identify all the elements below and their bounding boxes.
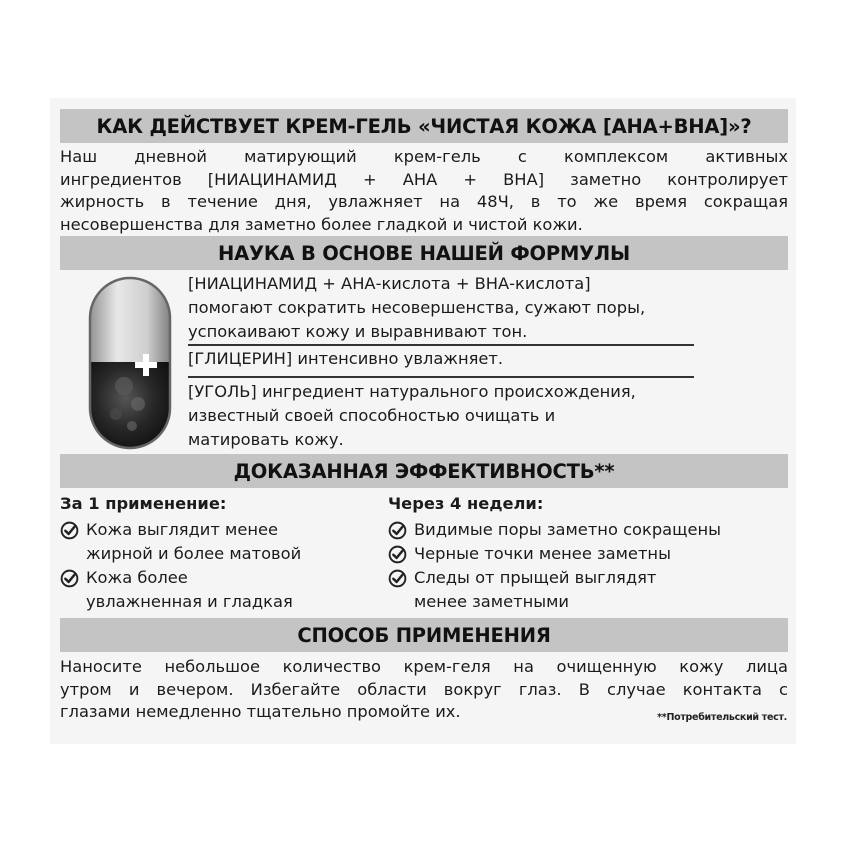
check-circle-icon	[388, 569, 407, 588]
intro-line: несовершенства для заметно более гладкой и чистой кожи.	[60, 214, 583, 234]
efficacy-item-line: Кожа выглядит менее	[86, 520, 279, 539]
efficacy-item	[388, 566, 656, 614]
section-title-usage: СПОСОБ ПРИМЕНЕНИЯ	[60, 618, 788, 652]
intro-line: жирность в течение дня, увлажняет на 48Ч, в то же время сокращая	[60, 192, 788, 211]
efficacy-item-line: Видимые поры заметно сокращены	[414, 520, 721, 539]
intro-line: Наш дневной матирующий крем-гель с комплексом активных	[60, 147, 788, 166]
section-title-science: НАУКА В ОСНОВЕ НАШЕЙ ФОРМУЛЫ	[60, 236, 788, 270]
usage-line: Наносите небольшое количество крем-геля на очищенную кожу лица	[60, 657, 788, 676]
efficacy-item	[60, 518, 301, 566]
efficacy-item	[388, 518, 721, 542]
efficacy-item-line: Черные точки менее заметны	[414, 544, 671, 563]
divider	[188, 344, 694, 346]
section-title-how-it-works: КАК ДЕЙСТВУЕТ КРЕМ-ГЕЛЬ «ЧИСТАЯ КОЖА [АНА+ВНА]»?	[60, 109, 788, 143]
capsule-plus-icon	[88, 276, 172, 450]
ingredients-line: известный своей способностью очищать и	[188, 406, 556, 425]
check-circle-icon	[60, 569, 79, 588]
efficacy-item-line: Кожа более	[86, 568, 188, 587]
usage-line: утром и вечером. Избегайте области вокруг глаз. В случае контакта с	[60, 679, 788, 699]
ingredients-line: [НИАЦИНАМИД + АНА-кислота + ВНА-кислота]	[188, 274, 591, 293]
ingredients-block-acids	[188, 272, 645, 344]
ingredients-block-glycerin	[188, 347, 503, 371]
efficacy-right-heading: Через 4 недели:	[388, 494, 544, 513]
ingredients-line: помогают сократить несовершенства, сужают поры,	[188, 298, 646, 317]
efficacy-left-heading: За 1 применение:	[60, 494, 227, 513]
intro-paragraph	[60, 146, 788, 236]
ingredients-line: [УГОЛЬ] ингредиент натурального происхождения,	[188, 382, 636, 401]
ingredients-line: успокаивают кожу и выравнивают тон.	[188, 322, 528, 341]
efficacy-item-line: увлажненная и гладкая	[86, 592, 293, 611]
section-title-efficacy: ДОКАЗАННАЯ ЭФФЕКТИВНОСТЬ**	[60, 454, 788, 488]
efficacy-item-line: жирной и более матовой	[86, 544, 302, 563]
intro-line: ингредиентов [НИАЦИНАМИД + АНА + ВНА] заметно контролирует	[60, 169, 788, 189]
ingredients-block-charcoal	[188, 380, 636, 452]
ingredients-line: [ГЛИЦЕРИН] интенсивно увлажняет.	[188, 349, 504, 368]
check-circle-icon	[388, 521, 407, 540]
efficacy-item	[388, 542, 671, 566]
efficacy-item-line: менее заметными	[414, 592, 569, 611]
ingredients-line: матировать кожу.	[188, 430, 344, 449]
divider	[188, 376, 694, 378]
efficacy-item	[60, 566, 293, 614]
check-circle-icon	[388, 545, 407, 564]
efficacy-item-line: Следы от прыщей выглядят	[414, 568, 657, 587]
usage-line: глазами немедленно тщательно промойте их.	[60, 702, 461, 721]
check-circle-icon	[60, 521, 79, 540]
footnote: **Потребительский тест.	[657, 712, 787, 723]
